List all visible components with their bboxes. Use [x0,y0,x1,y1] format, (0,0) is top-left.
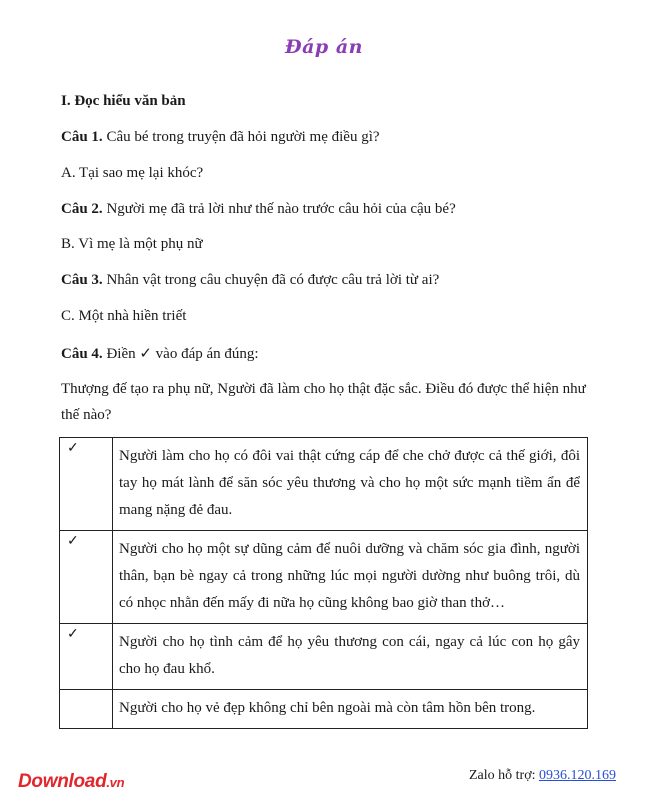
table-row [60,690,588,729]
check-cell [60,690,113,729]
question-3-label: Câu 3. [61,272,103,288]
question-3-text: Nhân vật trong câu chuyện đã có được câu trả lời từ ai? [102,272,440,288]
question-3 [61,272,439,289]
check-cell: ✓ [60,624,113,690]
answer-3: C. Một nhà hiền triết [61,308,187,324]
question-2 [61,201,456,218]
zalo-support [469,768,616,784]
question-4-text: Điền ✓ vào đáp án đúng: [102,346,259,362]
table-row [60,531,588,624]
question-4-label: Câu 4. [61,346,103,362]
question-1 [61,129,380,146]
logo-tld: .vn [106,775,125,790]
answer-table [59,437,588,729]
question-4 [61,344,259,363]
option-text: Người làm cho họ có đôi vai thật cứng cáp để che chở được cả thế giới, đôi tay họ mát lành để săn sóc yêu thương và cho họ một sức mạnh tiềm ẩn để mang nặng đẻ đau. [113,438,588,531]
check-cell: ✓ [60,438,113,531]
question-1-text: Câu bé trong truyện đã hỏi người mẹ điều gì? [102,129,380,145]
download-logo[interactable] [18,771,124,793]
table-row [60,624,588,690]
table-row [60,438,588,531]
logo-text: Download [18,771,107,792]
question-4-prompt: Thượng đế tạo ra phụ nữ, Người đã làm cho họ thật đặc sắc. Điều đó được thể hiện như thế nào? [61,381,586,423]
option-text: Người cho họ vẻ đẹp không chỉ bên ngoài mà còn tâm hồn bên trong. [113,690,588,729]
option-text: Người cho họ tình cảm để họ yêu thương con cái, ngay cả lúc con họ gây cho họ đau khổ. [113,624,588,690]
zalo-phone-link[interactable]: 0936.120.169 [539,768,616,783]
section-heading: I. Đọc hiểu văn bản [61,93,186,109]
check-cell: ✓ [60,531,113,624]
answer-2: B. Vì mẹ là một phụ nữ [61,236,203,252]
question-1-label: Câu 1. [61,129,103,145]
option-text: Người cho họ một sự dũng cảm để nuôi dưỡng và chăm sóc gia đình, người thân, bạn bè ngay cả trong những lúc mọi người dường như buông trôi, dù có nhọc nhằn đến mấy đi nữa họ cũng không bao giờ than thở… [113,531,588,624]
answer-1: A. Tại sao mẹ lại khóc? [61,165,204,181]
zalo-label: Zalo hỗ trợ: [469,768,539,783]
question-2-label: Câu 2. [61,201,103,217]
question-2-text: Người mẹ đã trả lời như thế nào trước câu hỏi của cậu bé? [102,201,456,217]
page-title: Đáp án [285,36,363,58]
